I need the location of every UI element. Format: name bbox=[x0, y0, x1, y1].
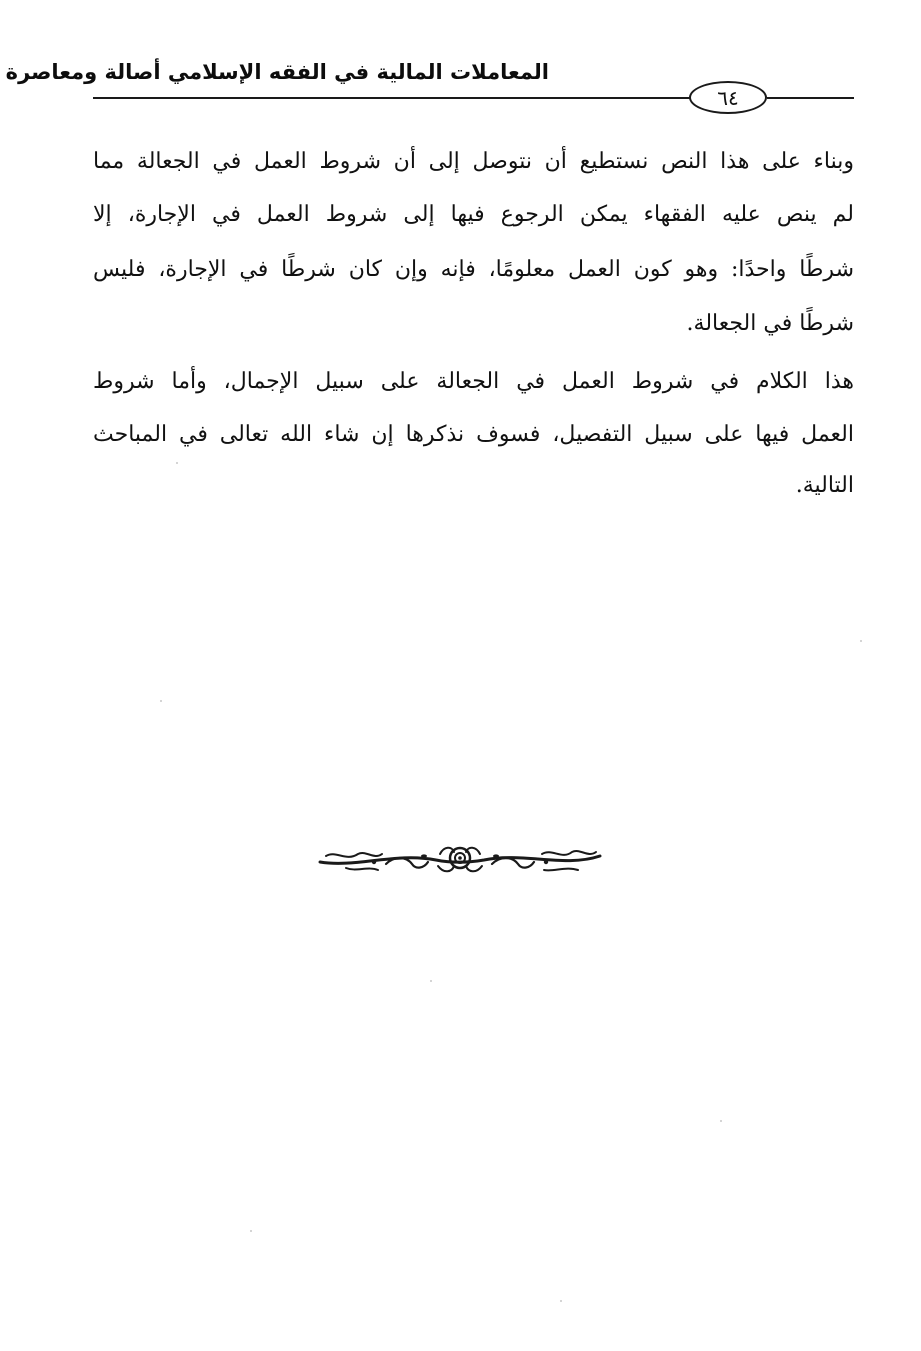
running-title: المعاملات المالية في الفقه الإسلامي أصالة ومعاصرة bbox=[5, 60, 549, 84]
decorative-scroll-divider-icon bbox=[316, 842, 604, 876]
text-line: التالية. bbox=[795, 473, 854, 498]
header-rule-left bbox=[93, 97, 691, 99]
page-number: ٦٤ bbox=[717, 85, 739, 110]
text-line: شرطًا في الجعالة. bbox=[686, 311, 854, 336]
header-rule-right bbox=[767, 97, 854, 99]
text-line: شرطًا واحدًا: وهو كون العمل معلومًا، فإنه وإن كان شرطًا في الإجارة، فليس bbox=[93, 257, 854, 282]
text-line: العمل فيها على سبيل التفصيل، فسوف نذكرها إن شاء الله تعالى في المباحث bbox=[93, 422, 854, 447]
page-number-frame bbox=[689, 81, 767, 114]
text-line: لم ينص عليه الفقهاء يمكن الرجوع فيها إلى شروط العمل في الإجارة، إلا bbox=[93, 202, 854, 227]
text-line: هذا الكلام في شروط العمل في الجعالة على سبيل الإجمال، وأما شروط bbox=[93, 369, 854, 394]
text-line: وبناء على هذا النص نستطيع أن نتوصل إلى أن شروط العمل في الجعالة مما bbox=[93, 149, 854, 174]
